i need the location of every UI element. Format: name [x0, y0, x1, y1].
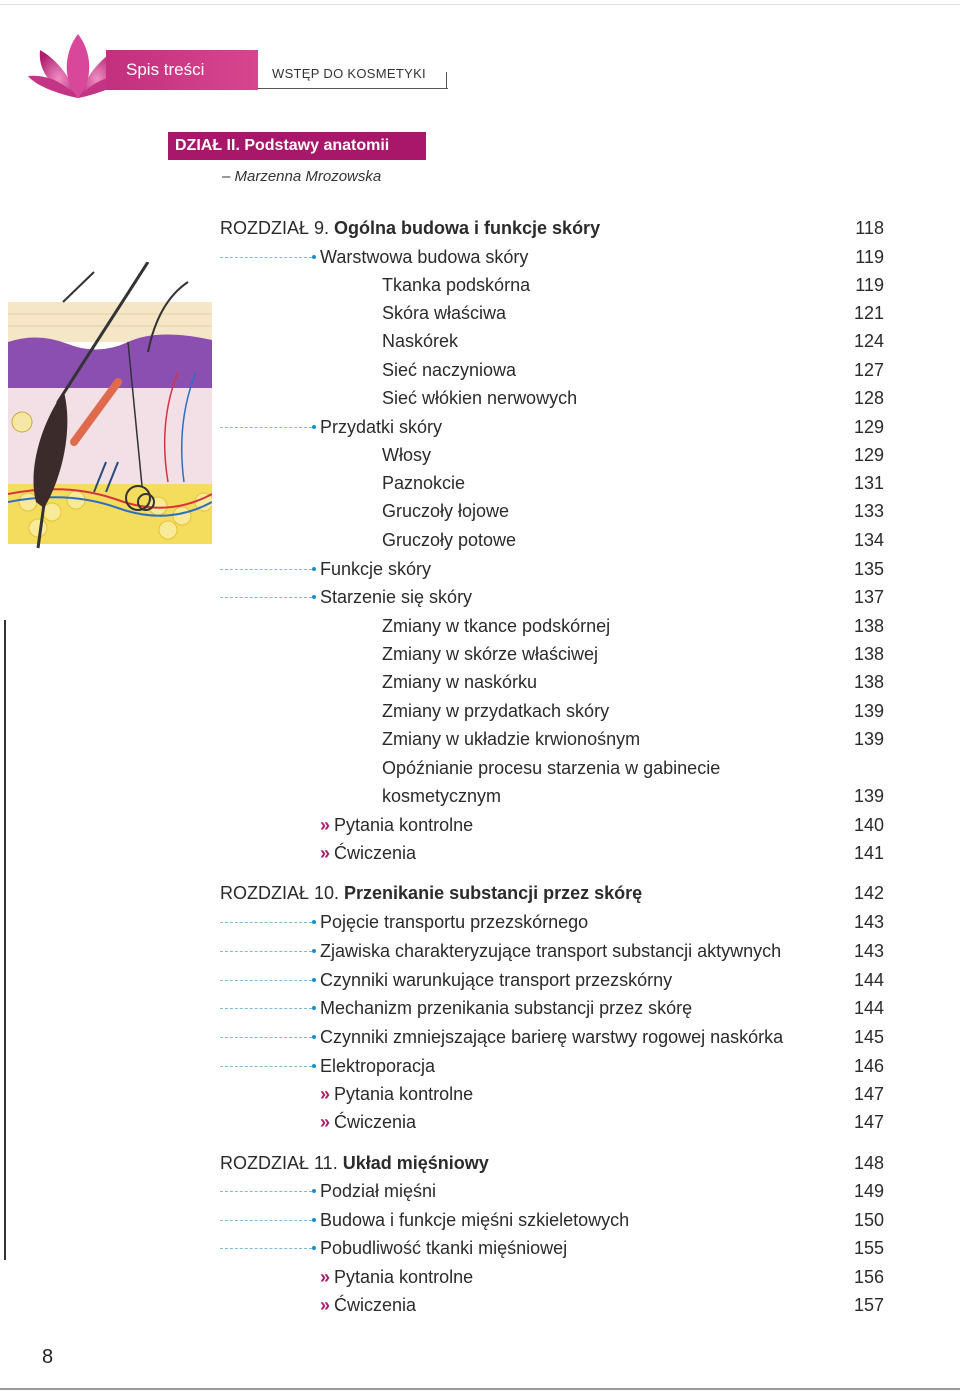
page-ref: 144 — [853, 970, 884, 990]
page-ref: 142 — [853, 883, 884, 903]
page-ref: 150 — [853, 1210, 884, 1230]
page-ref: 118 — [855, 218, 884, 238]
page-ref: 144 — [853, 998, 884, 1018]
part-heading: DZIAŁ II. Podstawy anatomii — [168, 132, 426, 160]
page-ref: 138 — [853, 616, 884, 636]
page-ref: 145 — [853, 1027, 884, 1047]
chapter-label: ROZDZIAŁ 9. — [220, 218, 335, 238]
page-ref: 139 — [853, 729, 884, 749]
chevron-right-icon: » — [320, 1295, 331, 1315]
page-ref: 137 — [853, 587, 884, 607]
page-ref: 146 — [853, 1056, 884, 1076]
leader-line — [220, 427, 312, 428]
toc-item-title: Zmiany w skórze właściwej — [382, 644, 599, 664]
toc-item-title: Ćwiczenia — [334, 1295, 417, 1315]
page-ref: 147 — [853, 1112, 884, 1132]
leader-line — [220, 1037, 312, 1038]
toc-tab: Spis treści — [106, 50, 258, 90]
chapter-title: Przenikanie substancji przez skórę — [344, 883, 643, 903]
toc-item-title: Funkcje skóry — [320, 559, 432, 579]
page-ref: 139 — [853, 786, 884, 806]
leader-line — [220, 1248, 312, 1249]
leader-line — [220, 1220, 312, 1221]
page-ref: 156 — [853, 1267, 884, 1287]
leader-dot-icon — [312, 1246, 316, 1250]
toc-item-title: Gruczoły łojowe — [382, 501, 510, 521]
header-tick — [446, 72, 447, 89]
page-ref: 133 — [853, 501, 884, 521]
page-ref: 143 — [853, 912, 884, 932]
toc-item-title: Zmiany w przydatkach skóry — [382, 701, 610, 721]
toc-item-title: Ćwiczenia — [334, 843, 417, 863]
toc-item-title: Naskórek — [382, 331, 459, 351]
toc-item-title: Pytania kontrolne — [334, 815, 474, 835]
chevron-right-icon: » — [320, 843, 331, 863]
page-ref: 138 — [853, 672, 884, 692]
leader-line — [220, 1008, 312, 1009]
page-ref: 138 — [853, 644, 884, 664]
leader-line — [220, 1066, 312, 1067]
toc-item-title: Zmiany w układzie krwionośnym — [382, 729, 641, 749]
toc-item-title: Zmiany w tkance podskórnej — [382, 616, 611, 636]
page-ref: 149 — [853, 1181, 884, 1201]
toc-item-title: Przydatki skóry — [320, 417, 443, 437]
page-ref: 127 — [853, 360, 884, 380]
page-ref: 140 — [853, 815, 884, 835]
chapter-label: ROZDZIAŁ 11. — [220, 1153, 343, 1173]
toc-item-title: Gruczoły potowe — [382, 530, 517, 550]
page-ref: 147 — [853, 1084, 884, 1104]
toc-item-title: Włosy — [382, 445, 431, 465]
page-ref: 129 — [853, 445, 884, 465]
toc-item-title: Starzenie się skóry — [320, 587, 473, 607]
leader-line — [220, 951, 312, 952]
page-ref: 135 — [853, 559, 884, 579]
page-ref: 139 — [853, 701, 884, 721]
leader-line — [220, 257, 312, 258]
toc-item-title: Budowa i funkcje mięśni szkieletowych — [320, 1210, 630, 1230]
toc-item-title: Pytania kontrolne — [334, 1084, 474, 1104]
chevron-right-icon: » — [320, 1084, 331, 1104]
page-ref: 121 — [853, 303, 884, 323]
chapter-label: ROZDZIAŁ 10. — [220, 883, 345, 903]
skin-cross-section-icon — [8, 262, 212, 552]
page-ref: 148 — [853, 1153, 884, 1173]
chapter-title: Układ mięśniowy — [342, 1153, 489, 1173]
page-ref: 134 — [853, 530, 884, 550]
leader-line — [220, 569, 312, 570]
leader-dot-icon — [312, 255, 316, 259]
toc-item-title: Sieć naczyniowa — [382, 360, 517, 380]
leader-line — [220, 922, 312, 923]
page-ref: 119 — [855, 275, 884, 295]
toc-item-title: Mechanizm przenikania substancji przez skórę — [320, 998, 693, 1018]
toc-item-title: Ćwiczenia — [334, 1112, 417, 1132]
page-header — [28, 28, 428, 108]
page-ref: 119 — [855, 247, 884, 267]
page-ref: 128 — [853, 388, 884, 408]
toc-item-title: Pobudliwość tkanki mięśniowej — [320, 1238, 568, 1258]
leader-dot-icon — [312, 920, 316, 924]
toc-item-title: Zjawiska charakteryzujące transport substancji aktywnych — [320, 941, 782, 961]
page-ref: 155 — [853, 1238, 884, 1258]
page-ref: 131 — [853, 473, 884, 493]
leader-dot-icon — [312, 949, 316, 953]
leader-dot-icon — [312, 425, 316, 429]
toc-item-title: Czynniki zmniejszające barierę warstwy rogowej naskórka — [320, 1027, 784, 1047]
toc-item-title: kosmetycznym — [382, 786, 502, 806]
leader-line — [220, 597, 312, 598]
leader-dot-icon — [312, 978, 316, 982]
toc-item-title: Opóźnianie procesu starzenia w gabinecie — [382, 758, 721, 778]
leader-dot-icon — [312, 1189, 316, 1193]
page-ref: 143 — [853, 941, 884, 961]
page-ref: 141 — [853, 843, 884, 863]
toc-item-title: Paznokcie — [382, 473, 466, 493]
leader-dot-icon — [312, 1035, 316, 1039]
leader-dot-icon — [312, 595, 316, 599]
binding-edge-line — [4, 620, 6, 1260]
toc-item-title: Zmiany w naskórku — [382, 672, 538, 692]
toc-item-title: Pojęcie transportu przezskórnego — [320, 912, 589, 932]
section-name: WSTĘP DO KOSMETYKI — [272, 66, 426, 81]
page-ref: 124 — [853, 331, 884, 351]
leader-dot-icon — [312, 1064, 316, 1068]
toc-item-title: Czynniki warunkujące transport przezskórny — [320, 970, 673, 990]
toc-item-title: Podział mięśni — [320, 1181, 437, 1201]
leader-line — [220, 980, 312, 981]
toc-item-title: Warstwowa budowa skóry — [320, 247, 529, 267]
toc-item-title: Elektroporacja — [320, 1056, 436, 1076]
toc-item-title: Sieć włókien nerwowych — [382, 388, 578, 408]
top-edge-line — [0, 4, 960, 5]
chevron-right-icon: » — [320, 1267, 331, 1287]
author-name: – Marzenna Mrozowska — [222, 168, 382, 185]
page-ref: 157 — [853, 1295, 884, 1315]
page-number: 8 — [42, 1346, 54, 1368]
chevron-right-icon: » — [320, 1112, 331, 1132]
chevron-right-icon: » — [320, 815, 331, 835]
toc-item-title: Tkanka podskórna — [382, 275, 531, 295]
leader-dot-icon — [312, 567, 316, 571]
toc-item-title: Skóra właściwa — [382, 303, 507, 323]
bottom-edge-line — [0, 1388, 960, 1390]
header-rule — [258, 88, 448, 89]
leader-dot-icon — [312, 1006, 316, 1010]
leader-dot-icon — [312, 1218, 316, 1222]
chapter-title: Ogólna budowa i funkcje skóry — [334, 218, 601, 238]
page-ref: 129 — [853, 417, 884, 437]
toc-item-title: Pytania kontrolne — [334, 1267, 474, 1287]
leader-line — [220, 1191, 312, 1192]
